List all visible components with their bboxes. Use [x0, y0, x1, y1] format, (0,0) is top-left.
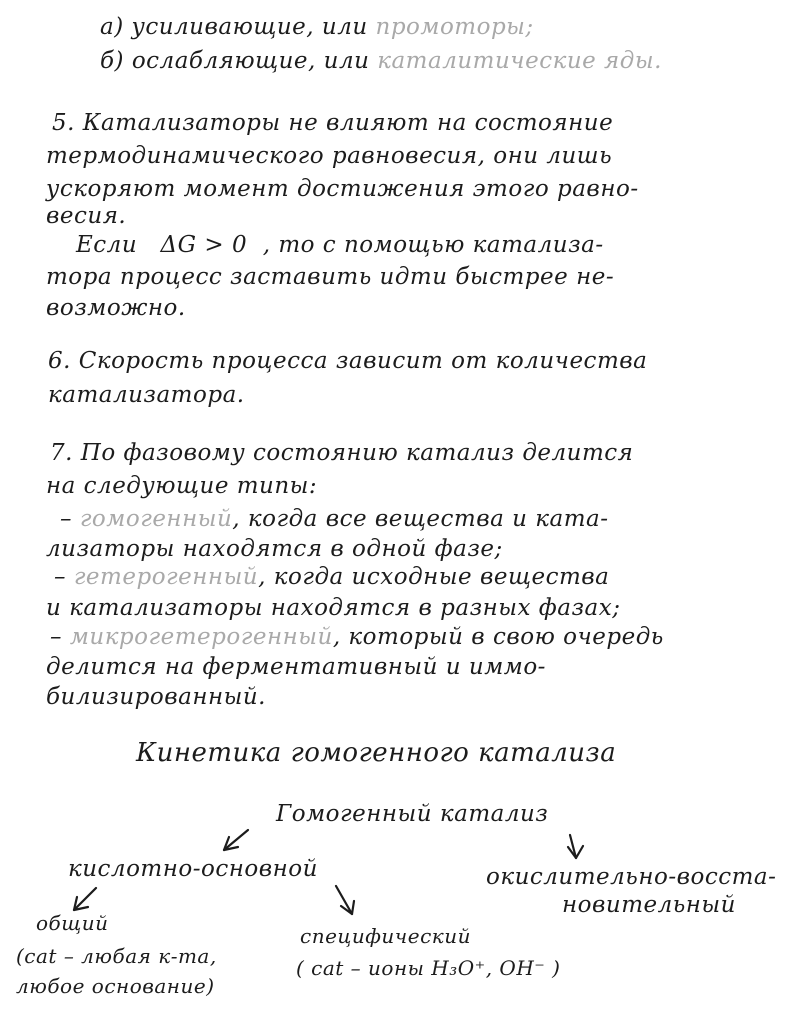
oh-ion: OH⁻ — [499, 956, 546, 980]
p7-line-1: 7. По фазовому состоянию катализ делится — [50, 440, 634, 466]
p5-line-3: ускоряют момент достижения этого равно- — [46, 176, 639, 202]
p7-line-9: билизированный. — [46, 684, 266, 710]
p5-line-7: возможно. — [46, 295, 186, 321]
p5-line-4: весия. — [46, 203, 127, 229]
arrow-acid-base-to-specific — [336, 886, 354, 914]
p6-line-1: 6. Скорость процесса зависит от количества — [48, 348, 648, 374]
diagram-specific-note: ( cat – ионы H₃O⁺, OH⁻ ) — [296, 956, 561, 980]
arrow-root-to-redox — [568, 835, 583, 858]
diagram-specific: специфический — [300, 924, 471, 948]
h3o-ion: H₃O⁺ — [431, 956, 486, 980]
arrow-acid-base-to-general — [74, 888, 96, 910]
diagram-root: Гомогенный катализ — [276, 801, 549, 827]
p5-line-2: термодинамического равновесия, они лишь — [46, 143, 613, 169]
p7-type-heterogeneous: – гетерогенный, когда исходные вещества — [54, 564, 610, 590]
diagram-general-note-2: любое основание) — [16, 974, 215, 998]
diagram-redox-line-2: новительный — [562, 892, 736, 918]
p7-line-8: делится на ферментативный и иммо- — [46, 654, 546, 680]
diagram-general-note-1: (cat – любая к-та, — [16, 944, 217, 968]
p7-type-microheterogeneous: – микрогетерогенный, который в свою очередь — [50, 624, 664, 650]
p7-line-6: и катализаторы находятся в разных фазах; — [46, 595, 621, 621]
section-title: Кинетика гомогенного катализа — [136, 738, 617, 768]
p5-line-1: 5. Катализаторы не влияют на состояние — [52, 110, 614, 136]
arrow-root-to-acid-base — [224, 830, 248, 850]
p6-line-2: катализатора. — [48, 382, 245, 408]
diagram-acid-base: кислотно-основной — [68, 856, 318, 882]
item-a: а) усиливающие, или промоторы; — [100, 14, 534, 40]
p7-line-4: лизаторы находятся в одной фазе; — [46, 536, 503, 562]
p7-type-homogeneous: – гомогенный, когда все вещества и ката- — [60, 506, 609, 532]
item-a-term: промоторы; — [375, 14, 534, 40]
p7-line-2: на следующие типы: — [46, 473, 318, 499]
diagram-redox-line-1: окислительно-восста- — [486, 864, 777, 890]
item-b-term: каталитические яды. — [377, 48, 662, 74]
p5-line-6: тора процесс заставить идти быстрее не- — [46, 264, 615, 290]
diagram-general: общий — [36, 911, 109, 935]
item-b: б) ослабляющие, или каталитические яды. — [100, 48, 662, 74]
p5-line-5: Если ΔG > 0 , то с помощью катализа- — [76, 232, 604, 258]
